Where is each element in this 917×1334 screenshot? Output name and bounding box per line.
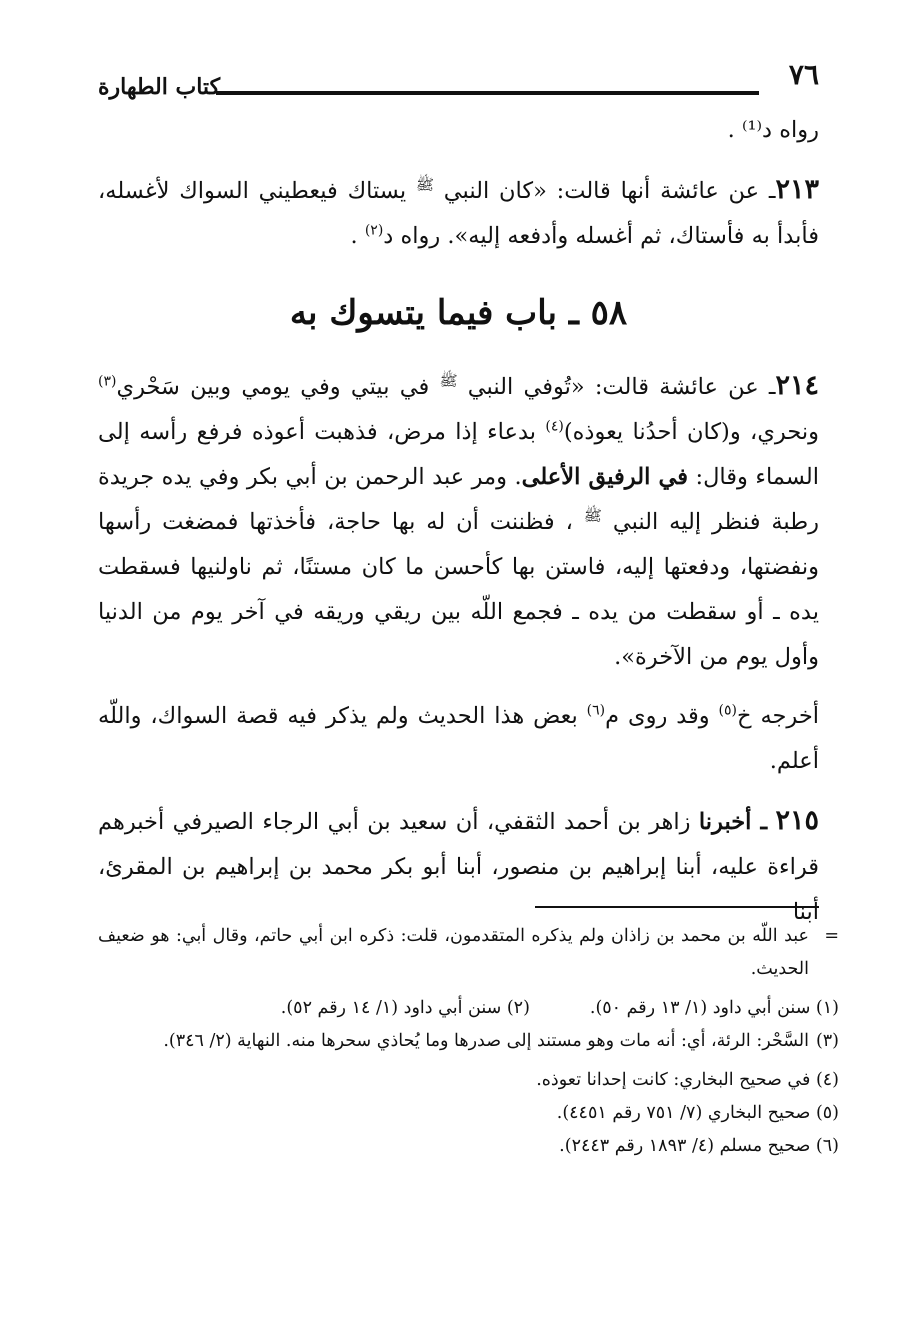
bold-phrase: ـ أخبرنا	[698, 809, 768, 835]
footnote-ref: (٢)	[364, 222, 384, 239]
footnote-1-2	[98, 992, 839, 1025]
header-rule	[216, 91, 759, 95]
salla-symbol: ﷺ	[439, 371, 458, 390]
page-header	[98, 58, 819, 98]
hadith-number: ٢١٥	[775, 805, 819, 836]
footnote-1: (١) سنن أبي داود (١/ ١٣ رقم ٥٠).	[589, 998, 839, 1018]
running-title: كتاب الطهارة	[98, 74, 221, 100]
bold-phrase: في الرفيق الأعلى	[521, 464, 688, 490]
footnote-2: (٢) سنن أبي داود (١/ ١٤ رقم ٥٢).	[280, 998, 530, 1018]
hadith-text: يستاك فيعطيني السواك لأغسله، فأبدأ به فأستاك، ثم أغسله وأدفعه إليه». رواه د	[98, 178, 819, 249]
takhrij-text: أخرجه خ	[737, 703, 819, 729]
footnote-text: عبد اللّه بن محمد بن زاذان ولم يذكره المتقدمون، قلت: ذكره ابن أبي حاتم، وقال أبي: هو ضعيف الحديث.	[98, 926, 809, 979]
footnote-text: (٥) صحيح البخاري (٧/ ٧٥١ رقم ٤٤٥١).	[556, 1103, 839, 1123]
hadith-text: في بيتي وفي يومي وبين سَحْري	[116, 374, 440, 400]
footnotes	[98, 920, 839, 1163]
footnote-ref: (٥)	[718, 702, 738, 719]
hadith-text: زاهر بن أحمد الثقفي، أن سعيد بن أبي الرجاء الصيرفي أخبرهم قراءة عليه، أبنا إبراهيم بن منصور، أبنا أبو بكر محمد بن إبراهيم بن المقرئ، أبنا	[98, 809, 819, 925]
takhrij-note	[98, 694, 819, 784]
hadith-number: ٢١٤	[775, 370, 819, 401]
hadith-213	[98, 167, 819, 259]
footnote-text: السَّحْر: الرئة، أي: أنه مات وهو مستند إلى صدرها وما يُحاذي سحرها منه. النهاية (٢/ ٣٤٦).	[163, 1031, 809, 1051]
hadith-214	[98, 363, 819, 680]
footnote-continuation	[98, 920, 839, 986]
chapter-heading: ٥٨ ـ باب فيما يتسوك به	[289, 293, 628, 333]
footnote-ref: (٦)	[586, 702, 606, 719]
hadith-text: . ومر عبد الرحمن بن أبي بكر وفي يده جريدة رطبة فنظر إليه النبي	[98, 464, 819, 535]
hadith-text: ـ عن عائشة أنها قالت: «كان النبي	[434, 178, 776, 204]
footnote-6	[98, 1130, 839, 1163]
footnote-text: (٦) صحيح مسلم (٤/ ١٨٩٣ رقم ٢٤٤٣).	[559, 1136, 839, 1156]
footnote-5	[98, 1097, 839, 1130]
footnote-text: (٤) في صحيح البخاري: كانت إحدانا تعوذه.	[536, 1070, 839, 1090]
salla-symbol: ﷺ	[583, 506, 602, 525]
footnote-4	[98, 1064, 839, 1097]
footnote-ref: (٣)	[98, 373, 117, 390]
hadith-text: ونحري، و(كان أحدُنا يعوذه)	[563, 419, 819, 445]
hadith-text: بدعاء إذا مرض، فذهبت أعوذه فرفع رأسه إلى السماء وقال:	[98, 419, 819, 490]
continuation-marker: =	[824, 926, 839, 946]
footnote-marker: (٣)	[815, 1031, 839, 1051]
hadith-text: ، فظننت أن له بها حاجة، فأخذتها فمضغت رأسها ونفضتها، ودفعتها إليه، فاستن بها كأحسن ما كان مستنًا، ثم ناولنيها فسقطت يده ـ أو سقطت من يده ـ فجمع اللّه بين ريقي وريقه في آخر يوم من الدنيا وأول يوم من الآخرة».	[98, 509, 819, 670]
footnote-ref: (٤)	[545, 418, 564, 435]
main-text	[98, 108, 819, 935]
footnote-rule	[535, 906, 819, 908]
hadith-text: ـ عن عائشة قالت: «تُوفي النبي	[457, 374, 776, 400]
prev-hadith-tail	[98, 108, 819, 153]
page-number: ٧٦	[788, 58, 819, 91]
hadith-text: .	[350, 223, 365, 249]
prev-hadith-text: رواه د⁽¹⁾ .	[727, 117, 819, 143]
hadith-215	[98, 798, 819, 935]
footnote-3	[98, 1025, 839, 1058]
takhrij-text: بعض هذا الحديث ولم يذكر فيه قصة السواك، واللّه أعلم.	[98, 703, 819, 774]
salla-symbol: ﷺ	[415, 175, 435, 194]
hadith-number: ٢١٣	[775, 174, 819, 205]
takhrij-text: وقد روى م	[605, 703, 719, 729]
